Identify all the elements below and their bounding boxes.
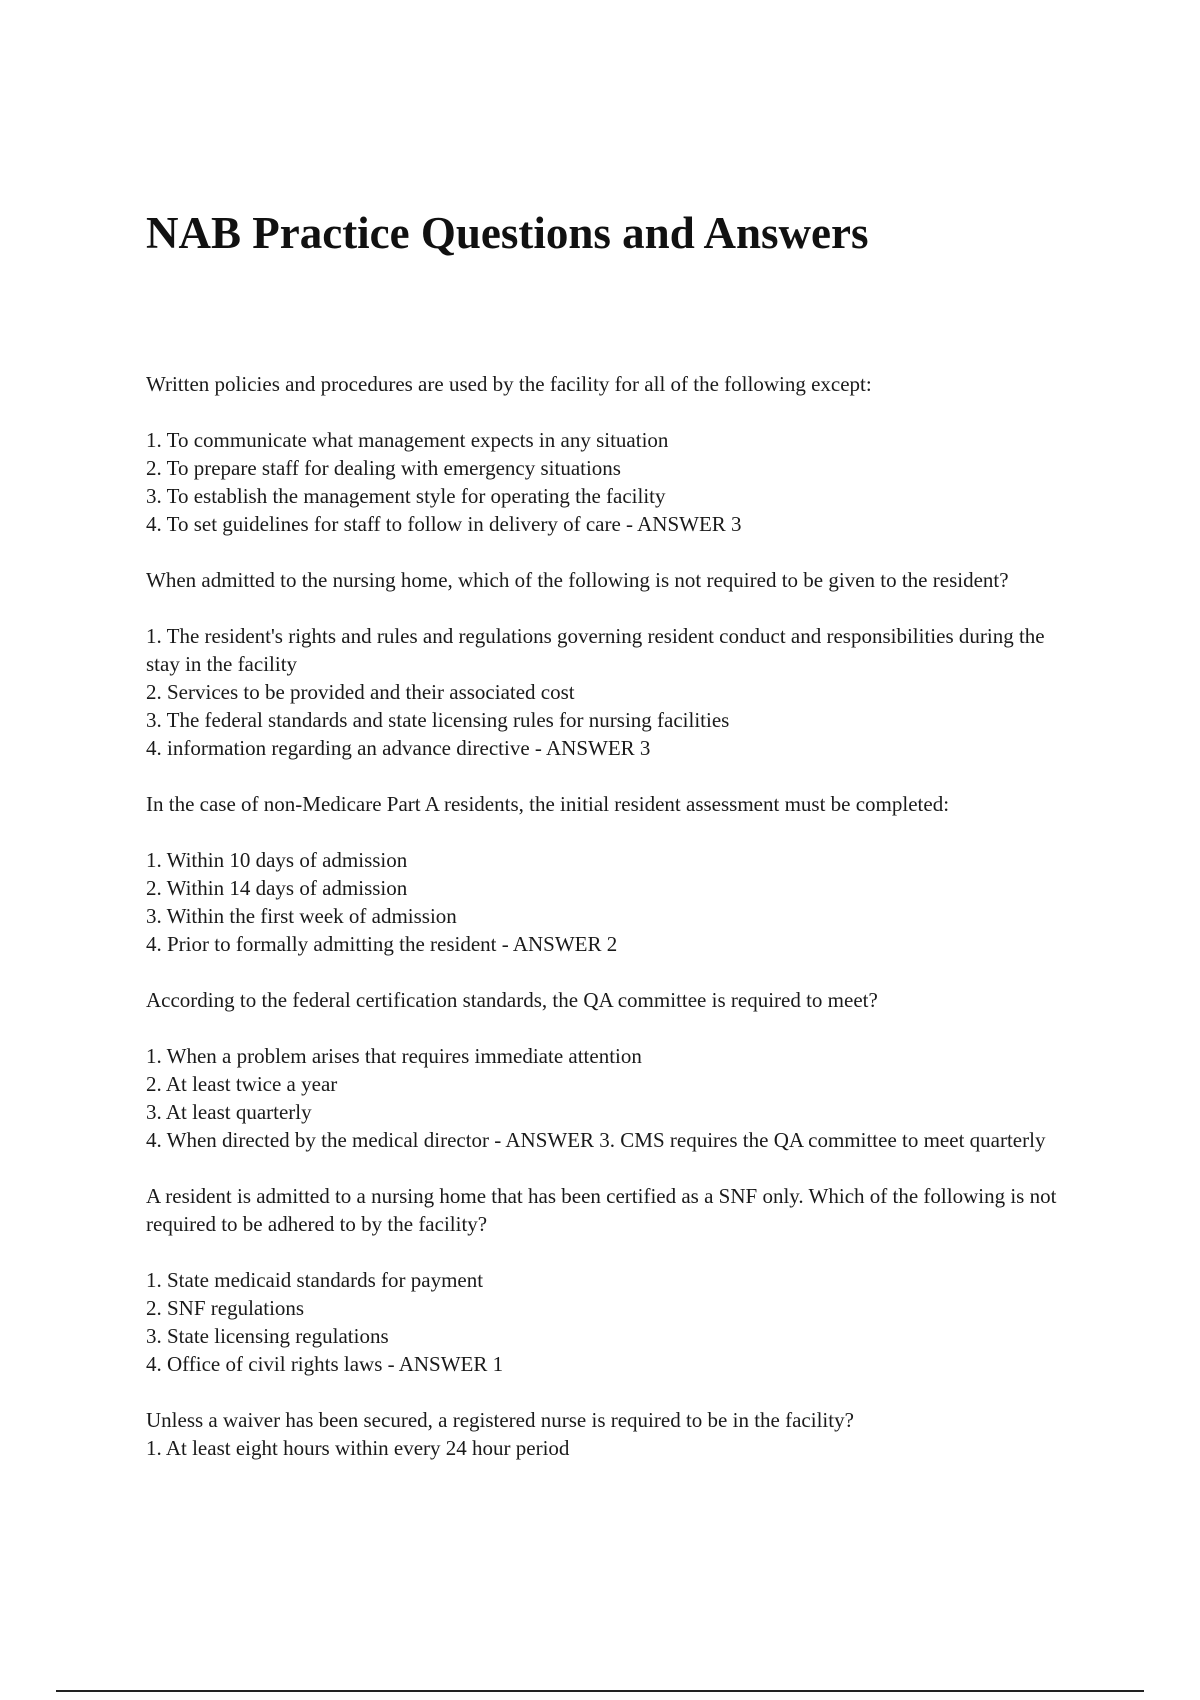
answer-options	[146, 1042, 1066, 1154]
question-text: According to the federal certification standards, the QA committee is required to meet?	[146, 988, 878, 1012]
question-text: In the case of non-Medicare Part A residents, the initial resident assessment must be completed:	[146, 792, 950, 816]
answer-option: 1. At least eight hours within every 24 hour period	[146, 1436, 570, 1460]
answer-option: 2. SNF regulations	[146, 1296, 305, 1320]
answer-option: 2. At least twice a year	[146, 1072, 338, 1096]
answer-option: 1. The resident's rights and rules and regulations governing resident conduct and responsibilities during the stay in the facility	[146, 624, 1045, 676]
answer-option: 2. Services to be provided and their associated cost	[146, 680, 575, 704]
page-title: NAB Practice Questions and Answers	[146, 208, 869, 258]
question-block-1	[146, 370, 1066, 538]
question-block-6	[146, 1406, 1066, 1462]
footer-divider	[56, 1690, 1144, 1692]
question-block-2	[146, 566, 1066, 762]
answer-option: 4. Office of civil rights laws - ANSWER 1	[146, 1352, 504, 1376]
answer-option: 1. When a problem arises that requires immediate attention	[146, 1044, 642, 1068]
question-list	[146, 370, 1066, 1462]
answer-option: 3. Within the first week of admission	[146, 904, 457, 928]
question-text: Unless a waiver has been secured, a registered nurse is required to be in the facility?	[146, 1408, 854, 1432]
question-block-3	[146, 790, 1066, 958]
answer-options	[146, 426, 1066, 538]
answer-option: 2. Within 14 days of admission	[146, 876, 408, 900]
question-text: When admitted to the nursing home, which of the following is not required to be given to the resident?	[146, 568, 1009, 592]
answer-option: 3. To establish the management style for operating the facility	[146, 484, 666, 508]
answer-option: 2. To prepare staff for dealing with emergency situations	[146, 456, 621, 480]
answer-options	[146, 622, 1066, 762]
question-text: A resident is admitted to a nursing home that has been certified as a SNF only. Which of the following is not required to be adhered to by the facility?	[146, 1184, 1057, 1236]
answer-options	[146, 846, 1066, 958]
answer-options	[146, 1434, 1066, 1462]
answer-option: 3. The federal standards and state licensing rules for nursing facilities	[146, 708, 730, 732]
answer-option: 1. To communicate what management expects in any situation	[146, 428, 669, 452]
answer-option: 1. State medicaid standards for payment	[146, 1268, 484, 1292]
question-block-5	[146, 1182, 1066, 1378]
answer-option: 3. State licensing regulations	[146, 1324, 389, 1348]
answer-option: 1. Within 10 days of admission	[146, 848, 408, 872]
question-block-4	[146, 986, 1066, 1154]
question-text: Written policies and procedures are used by the facility for all of the following except:	[146, 372, 872, 396]
answer-option: 4. To set guidelines for staff to follow in delivery of care - ANSWER 3	[146, 512, 742, 536]
answer-option: 3. At least quarterly	[146, 1100, 312, 1124]
answer-option: 4. Prior to formally admitting the resident - ANSWER 2	[146, 932, 618, 956]
answer-option: 4. information regarding an advance directive - ANSWER 3	[146, 736, 651, 760]
answer-options	[146, 1266, 1066, 1378]
answer-option: 4. When directed by the medical director - ANSWER 3. CMS requires the QA committee to meet quarterly	[146, 1128, 1046, 1152]
